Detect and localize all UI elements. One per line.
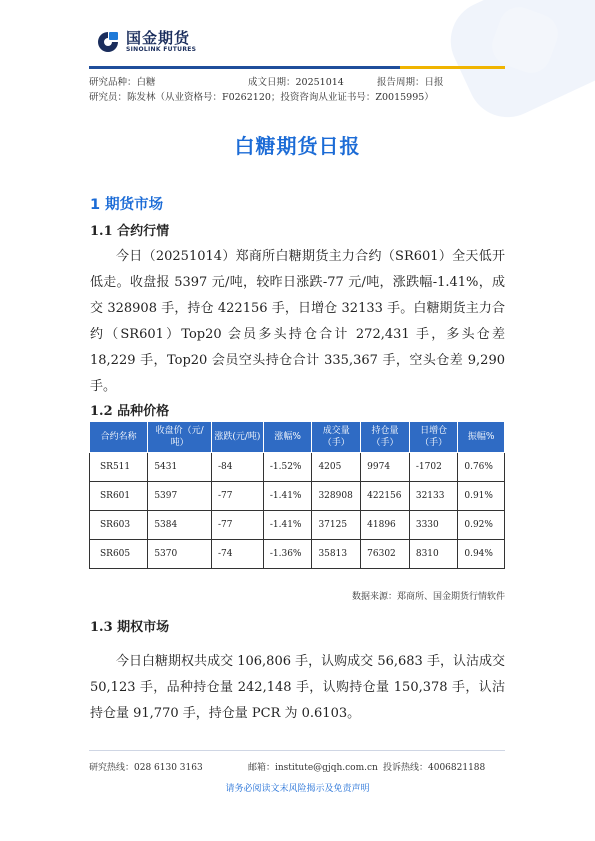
table-cell: 0.94% [458,540,505,569]
table-cell: -1702 [409,453,458,482]
subsection-heading-prices: 1.2 品种价格 [90,404,170,419]
logo-mark-icon [96,30,120,54]
table-row [90,453,505,482]
options-summary-paragraph: 今日白糖期权共成交 106,806 手，认购成交 56,683 手，认沽成交 50,123 手，品种持仓量 242,148 手，认购持仓量 150,378 手，认沽持仓量 91,770 手，持仓量 PCR 为 0.6103。 [90,654,505,721]
table-header-cell: 涨幅% [263,422,312,453]
table-cell: 5431 [148,453,212,482]
report-date: 成文日期：20251014 [248,77,344,88]
table-header-cell: 日增仓（手） [409,422,458,453]
table-cell: 76302 [361,540,410,569]
table-cell: 0.91% [458,482,505,511]
table-header-cell: 振幅% [458,422,505,453]
subsection-heading-contract: 1.1 合约行情 [90,224,170,239]
table-cell: SR605 [90,540,148,569]
researcher-info: 研究员：陈发林（从业资格号：F0262120；投资咨询从业证书号：Z0015995） [89,92,434,103]
table-cell: SR603 [90,511,148,540]
table-cell: -1.36% [263,540,312,569]
table-cell: -77 [212,511,264,540]
footer-complaint-hotline: 投诉热线：4006821188 [383,763,486,773]
table-cell: 0.76% [458,453,505,482]
footer-email: 邮箱：institute@gjqh.com.cn [248,763,378,773]
subsection-heading-options: 1.3 期权市场 [90,620,170,635]
report-title: 白糖期货日报 [234,134,361,158]
footer-divider [89,750,505,751]
footer-disclaimer: 请务必阅读文末风险揭示及免责声明 [225,784,370,794]
table-cell: 8310 [409,540,458,569]
table-cell: 3330 [409,511,458,540]
table-cell: 328908 [312,482,361,511]
table-cell: 4205 [312,453,361,482]
table-cell: 9974 [361,453,410,482]
table-row [90,511,505,540]
table-cell: 422156 [361,482,410,511]
table-header-cell: 持仓量（手） [361,422,410,453]
table-cell: 5370 [148,540,212,569]
table-cell: 0.92% [458,511,505,540]
table-cell: -1.52% [263,453,312,482]
table-header-cell: 收盘价（元/吨） [148,422,212,453]
footer-hotline: 研究热线：028 6130 3163 [89,763,203,773]
table-cell: 5397 [148,482,212,511]
table-cell: -1.41% [263,482,312,511]
report-meta-line [89,74,444,88]
contract-summary-paragraph: 今日（20251014）郑商所白糖期货主力合约（SR601）全天低开低走。收盘报 5397 元/吨，较昨日涨跌-77 元/吨，涨跌幅-1.41%，成交 328908 手，持仓 422156 手，日增仓 32133 手。白糖期货主力合约（SR601）Top20 会员多头持仓合计 272,431 手，多头仓差 18,229 手，Top20 会员空头持仓合计 335,367 手，空头仓差 9,290 手。 [90,249,505,394]
section-heading-futures: 1 期货市场 [90,197,164,213]
table-row [90,482,505,511]
table-cell: -77 [212,482,264,511]
report-cycle: 报告周期：日报 [377,77,444,88]
table-cell: SR601 [90,482,148,511]
table-cell: 37125 [312,511,361,540]
header-divider-accent [400,66,505,69]
table-header-cell: 涨跌(元/吨) [212,422,264,453]
company-logo [96,30,196,54]
table-cell: -84 [212,453,264,482]
research-variety: 研究品种：白糖 [89,77,156,88]
logo-name-cn: 国金期货 [126,29,191,47]
table-cell: 41896 [361,511,410,540]
price-table [89,421,505,569]
table-header-cell: 合约名称 [90,422,148,453]
table-cell: -74 [212,540,264,569]
table-header-row [90,422,505,453]
table-cell: 5384 [148,511,212,540]
logo-name-en: SINOLINK FUTURES [126,46,197,53]
table-row [90,540,505,569]
table-cell: SR511 [90,453,148,482]
table-header-cell: 成交量（手） [312,422,361,453]
table-cell: 32133 [409,482,458,511]
data-source-note: 数据来源：郑商所、国金期货行情软件 [351,592,505,602]
footer-contacts [89,760,505,773]
table-cell: -1.41% [263,511,312,540]
table-cell: 35813 [312,540,361,569]
